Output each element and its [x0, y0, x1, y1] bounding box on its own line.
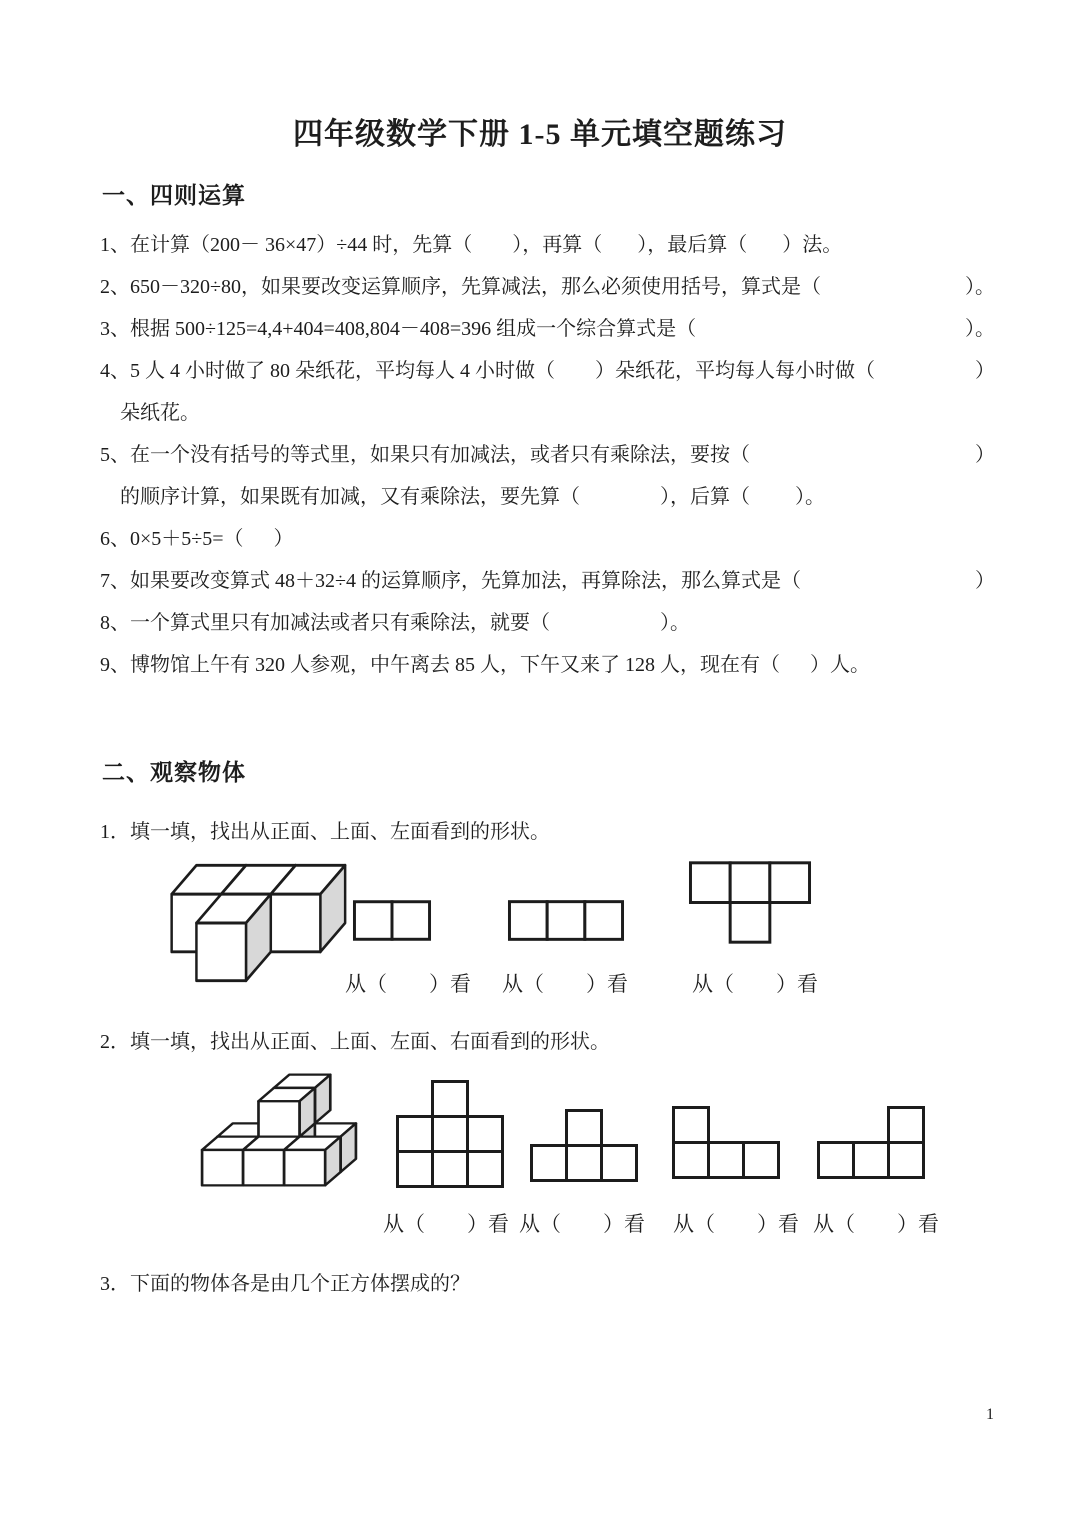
question-line-9 [100, 644, 995, 686]
section2-question1-text: 1．填一填，找出从正面、上面、左面看到的形状。 [100, 821, 550, 843]
view-label: 从（ ）看 [813, 1212, 939, 1236]
question-text: 朵纸花。 [120, 402, 200, 424]
question-text: 的顺序计算，如果既有加减，又有乘除法，要先算（ ），后算（ ）。 [120, 486, 825, 508]
section2-question2-text: 2．填一填，找出从正面、上面、左面、右面看到的形状。 [100, 1031, 610, 1053]
question-line-5 [100, 434, 995, 476]
question-text: 2、650－320÷80，如果要改变运算顺序，先算减法，那么必须使用括号，算式是（ [100, 276, 821, 298]
question-text: 4、5 人 4 小时做了 80 朵纸花，平均每人 4 小时做（ ）朵纸花，平均每人每小时做（ [100, 360, 875, 382]
section1-questions [100, 224, 995, 686]
question-line-7 [100, 560, 995, 602]
question-blank-close: ） [975, 444, 995, 466]
view-label: 从（ ）看 [692, 972, 818, 996]
section1-heading: 一、四则运算 [102, 182, 246, 208]
question-line-8 [100, 602, 995, 644]
question-text: 3、根据 500÷125=4,4+404=408,804－408=396 组成一个综合算式是（ [100, 318, 697, 340]
question-line-4-cont [100, 392, 995, 434]
question-line-4 [100, 350, 995, 392]
question-blank-close: ） [975, 360, 995, 382]
question-text: 8、一个算式里只有加减法或者只有乘除法，就要（ ）。 [100, 612, 690, 634]
section2-heading: 二、观察物体 [102, 759, 246, 785]
view-label: 从（ ）看 [383, 1212, 509, 1236]
page-title: 四年级数学下册 1-5 单元填空题练习 [293, 118, 787, 151]
question-text: 9、博物馆上午有 320 人参观，中午离去 85 人，下午又来了 128 人，现在有（ ）人。 [100, 654, 870, 676]
cube-solid-figure-2 [199, 1072, 359, 1188]
question-blank-close: ）。 [965, 318, 995, 340]
view-shape-2-1 [395, 1079, 505, 1189]
view-label: 从（ ）看 [502, 972, 628, 996]
view-shape-1-3 [688, 860, 812, 945]
cube-solid-figure-1 [144, 862, 348, 984]
question-text: 5、在一个没有括号的等式里，如果只有加减法，或者只有乘除法，要按（ [100, 444, 750, 466]
view-shape-2-2 [529, 1108, 639, 1183]
view-shape-1-2 [507, 899, 625, 942]
view-label: 从（ ）看 [673, 1212, 799, 1236]
page-number: 1 [986, 1406, 994, 1423]
question-blank-close: ）。 [965, 276, 995, 298]
question-line-5-cont [100, 476, 995, 518]
section2-question3-text: 3．下面的物体各是由几个正方体摆成的？ [100, 1273, 470, 1295]
question-line-2 [100, 266, 995, 308]
question-blank-close: ） [975, 570, 995, 592]
view-shape-1-1 [352, 899, 432, 942]
question-text: 1、在计算（200－ 36×47）÷44 时，先算（ ），再算（ ），最后算（ ）法。 [100, 234, 843, 256]
view-label: 从（ ）看 [345, 972, 471, 996]
question-line-3 [100, 308, 995, 350]
question-text: 6、0×5＋5÷5=（ ） [100, 528, 294, 550]
view-shape-2-4 [816, 1105, 926, 1180]
question-text: 7、如果要改变算式 48＋32÷4 的运算顺序，先算加法，再算除法，那么算式是（ [100, 570, 801, 592]
view-shape-2-3 [671, 1105, 781, 1180]
question-line-6 [100, 518, 995, 560]
question-line-1 [100, 224, 995, 266]
view-label: 从（ ）看 [519, 1212, 645, 1236]
